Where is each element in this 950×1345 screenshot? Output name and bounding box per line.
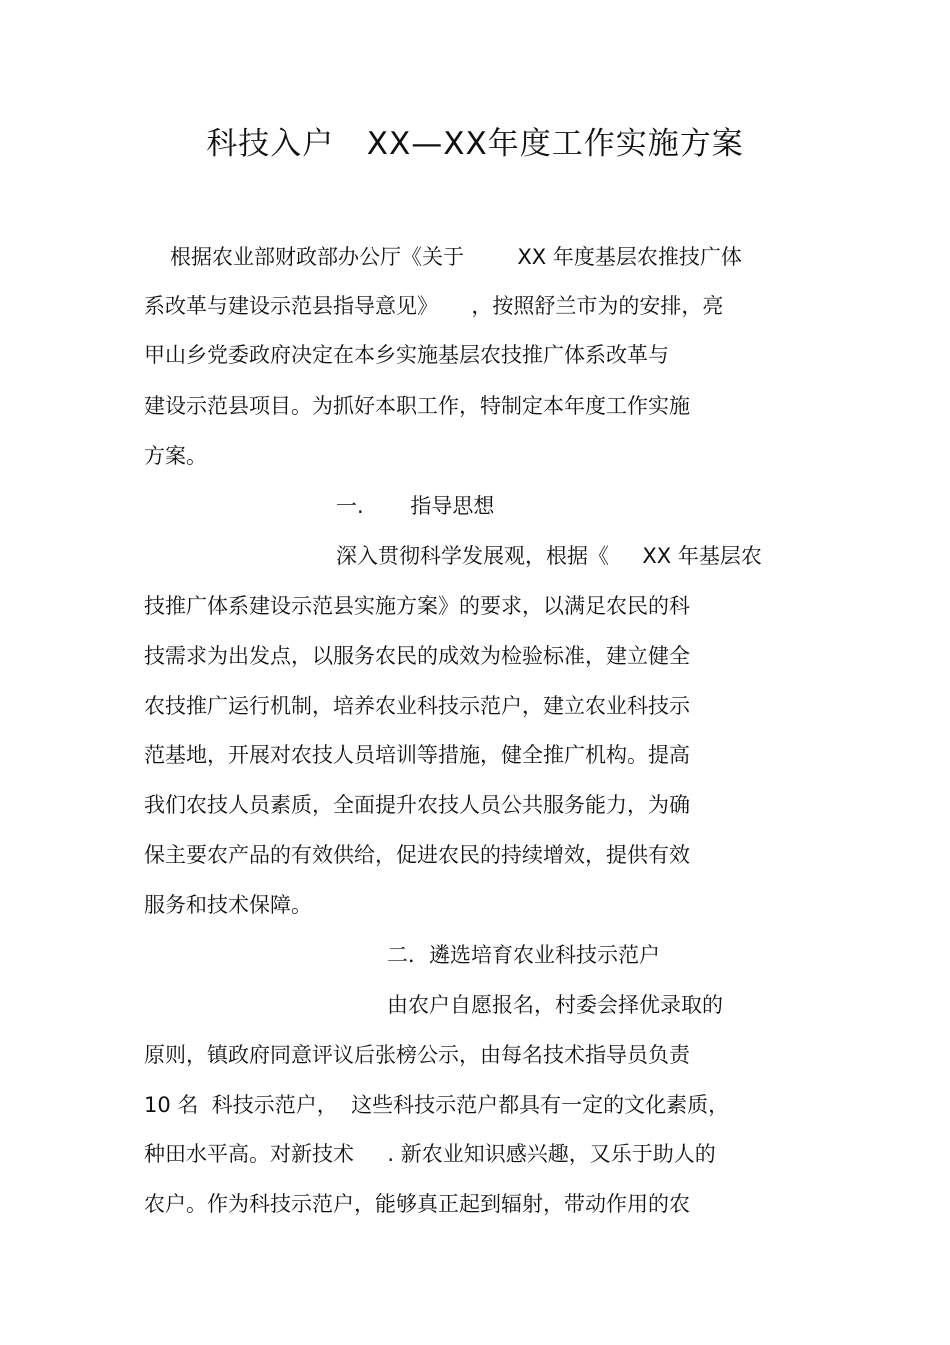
paragraph-line: 我们农技人员素质，全面提升农技人员公共服务能力，为确 bbox=[144, 793, 690, 817]
paragraph-line: 深入贯彻科学发展观，根据《 XX 年基层农 bbox=[336, 544, 762, 568]
paragraph-line: 方案。 bbox=[144, 444, 207, 468]
paragraph-line: 技需求为出发点，以服务农民的成效为检验标准，建立健全 bbox=[144, 644, 690, 668]
section-heading: 一. 指导思想 bbox=[336, 494, 495, 518]
paragraph-line: 原则，镇政府同意评议后张榜公示，由每名技术指导员负责 bbox=[144, 1043, 690, 1067]
paragraph-line: 技推广体系建设示范县实施方案》的要求，以满足农民的科 bbox=[144, 594, 690, 618]
paragraph-line: 由农户自愿报名，村委会择优录取的 bbox=[387, 993, 723, 1017]
paragraph-line: 系改革与建设示范县指导意见》 ，按照舒兰市为的安排，亮 bbox=[144, 294, 724, 318]
paragraph-line: 保主要农产品的有效供给，促进农民的持续增效，提供有效 bbox=[144, 843, 690, 867]
paragraph-line: 种田水平高。对新技术 . 新农业知识感兴趣，又乐于助人的 bbox=[144, 1142, 716, 1166]
document-title: 科技入户 XX—XX年度工作实施方案 bbox=[206, 126, 744, 162]
paragraph-line: 建设示范县项目。为抓好本职工作，特制定本年度工作实施 bbox=[144, 394, 690, 418]
paragraph-line: 服务和技术保障。 bbox=[144, 893, 312, 917]
paragraph-line: 10 名 科技示范户， 这些科技示范户都具有一定的文化素质， bbox=[144, 1093, 730, 1117]
paragraph-line: 农户。作为科技示范户，能够真正起到辐射，带动作用的农 bbox=[144, 1192, 690, 1216]
paragraph-line: 甲山乡党委政府决定在本乡实施基层农技推广体系改革与 bbox=[144, 343, 669, 367]
paragraph-line: 范基地，开展对农技人员培训等措施，健全推广机构。提高 bbox=[144, 743, 690, 767]
paragraph-line: 根据农业部财政部办公厅《关于 XX 年度基层农推技广体 bbox=[170, 245, 742, 269]
paragraph-line: 农技推广运行机制，培养农业科技示范户，建立农业科技示 bbox=[144, 694, 690, 718]
section-heading: 二．遴选培育农业科技示范户 bbox=[387, 943, 660, 967]
